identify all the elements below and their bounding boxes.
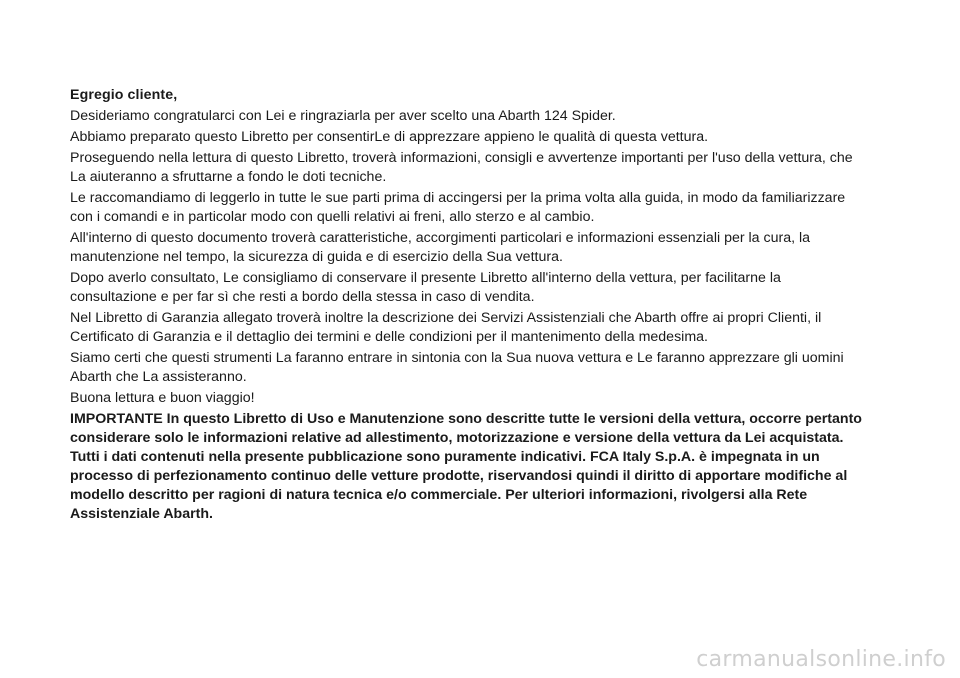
paragraph-farewell: Buona lettura e buon viaggio! (70, 390, 255, 406)
important-notice: IMPORTANTE In questo Libretto di Uso e Manutenzione sono descritte tutte le versioni della vettura, occorre pertanto considerare solo le informazioni relative ad allestimento, motorizzazione e versione della vettura da Lei acquistata. Tutti i dati contenuti nella presente pubblicazione sono puramente indicativi. FCA Italy S.p.A. è impegnata in un processo di perfezionamento continuo delle vetture prodotte, riservandosi quindi il diritto di apportare modifiche al modello descritto per ragioni di natura tecnica e/o commerciale. Per ulteriori informazioni, rivolgersi alla Rete Assistenziale Abarth. (70, 411, 862, 522)
paragraph-closing: Siamo certi che questi strumenti La faranno entrare in sintonia con la Sua nuova vettura e Le faranno apprezzare gli uomini Abarth che La assisteranno. (70, 350, 844, 385)
document-body (70, 86, 870, 524)
paragraph-keep-onboard: Dopo averlo consultato, Le consigliamo di conservare il presente Libretto all'interno della vettura, per facilitarne la consultazione e per far sì che resti a bordo della stessa in caso di vendita. (70, 270, 781, 305)
paragraph-congratulations: Desideriamo congratularci con Lei e ringraziarla per aver scelto una Abarth 124 Spider. (70, 108, 616, 124)
greeting: Egregio cliente, (70, 87, 178, 103)
paragraph-purpose: Abbiamo preparato questo Libretto per consentirLe di apprezzare appieno le qualità di questa vettura. (70, 129, 709, 145)
watermark: carmanualsonline.info (696, 647, 946, 672)
paragraph-reading: Proseguendo nella lettura di questo Libretto, troverà informazioni, consigli e avvertenze importanti per l'uso della vettura, che La aiuteranno a sfruttarne a fondo le doti tecniche. (70, 150, 853, 185)
paragraph-contents: All'interno di questo documento troverà caratteristiche, accorgimenti particolari e informazioni essenziali per la cura, la manutenzione nel tempo, la sicurezza di guida e di esercizio della Sua vettura. (70, 230, 811, 265)
paragraph-warranty: Nel Libretto di Garanzia allegato troverà inoltre la descrizione dei Servizi Assistenziali che Abarth offre ai propri Clienti, il Certificato di Garanzia e il dettaglio dei termini e delle condizioni per il mantenimento della medesima. (70, 310, 822, 345)
paragraph-recommendation: Le raccomandiamo di leggerlo in tutte le sue parti prima di accingersi per la prima volta alla guida, in modo da familiarizzare con i comandi e in particolar modo con quelli relativi ai freni, allo sterzo e al cambio. (70, 190, 846, 225)
